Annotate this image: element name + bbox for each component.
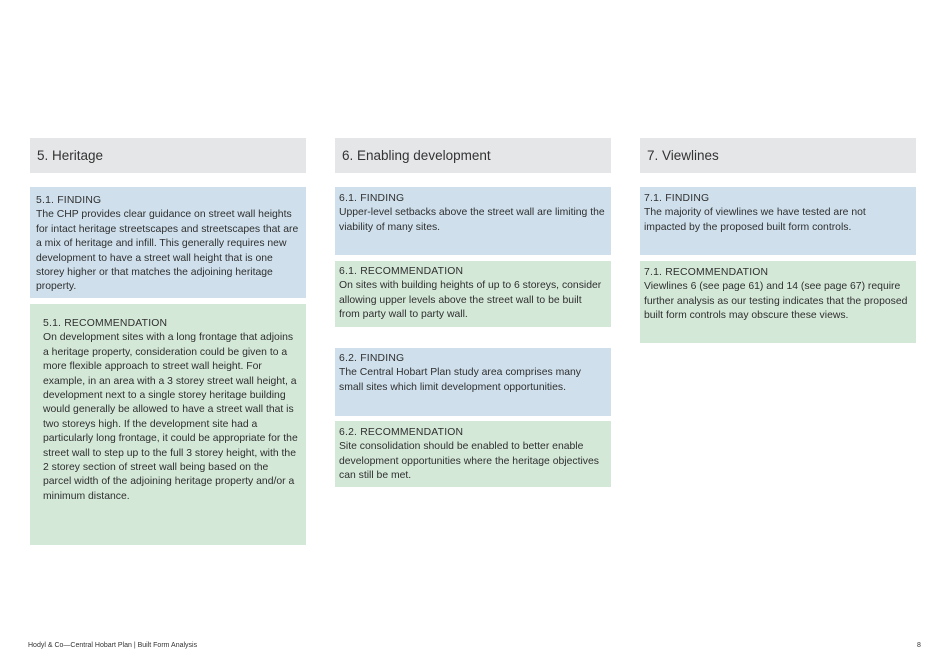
- card-label: 7.1. FINDING: [644, 193, 710, 204]
- section-title: 5. Heritage: [30, 138, 306, 173]
- card-text: On development sites with a long frontage that adjoins a heritage property, consideration could be given to a more flexible approach to street wall height. For example, in an area with a 3 storey street wall height, a development next to a single storey heritage building would generally be allowed to have a street wall that is two storeys high. If the development site had a particularly long frontage, it could be appropriate for the street wall to step up to the full 3 storey height, with the 2 storey section of street wall being based on the parcel width of the adjoining heritage property and/or a minimum distance.: [43, 332, 298, 502]
- footer-title: Hodyl & Co—Central Hobart Plan | Built Form Analysis: [28, 642, 198, 649]
- finding-card: [30, 187, 306, 298]
- card-text: On sites with building heights of up to 6 storeys, consider allowing upper levels above the street wall to be built from party wall to party wall.: [339, 280, 602, 321]
- card-text: The Central Hobart Plan study area comprises many small sites which limit development opportunities.: [339, 367, 581, 393]
- card-label: 6.1. RECOMMENDATION: [339, 266, 464, 277]
- section-title: 7. Viewlines: [640, 138, 916, 173]
- card-label: 5.1. RECOMMENDATION: [43, 318, 168, 329]
- recommendation-card: [335, 421, 611, 487]
- section-heritage: [30, 138, 306, 545]
- card-label: 6.1. FINDING: [339, 193, 405, 204]
- section-enabling-development: [335, 138, 611, 487]
- card-label: 7.1. RECOMMENDATION: [644, 267, 769, 278]
- card-text: Site consolidation should be enabled to better enable development opportunities where the heritage objectives can still be met.: [339, 441, 599, 482]
- card-label: 5.1. FINDING: [36, 195, 102, 206]
- card-label: 6.2. FINDING: [339, 353, 405, 364]
- card-label: 6.2. RECOMMENDATION: [339, 427, 464, 438]
- card-text: Viewlines 6 (see page 61) and 14 (see page 67) require further analysis as our testing indicates that the proposed built form controls may obscure these views.: [644, 281, 908, 322]
- finding-card: [335, 187, 611, 255]
- card-text: The CHP provides clear guidance on street wall heights for intact heritage streetscapes and streetscapes that are a mix of heritage and infill. This generally requires new development to have a street wall height that is one storey higher or that matches the adjoining heritage property.: [36, 209, 299, 293]
- finding-card: [335, 348, 611, 416]
- section-viewlines: [640, 138, 916, 343]
- recommendation-card: [335, 261, 611, 327]
- recommendation-card: [30, 304, 306, 545]
- section-title: 6. Enabling development: [335, 138, 611, 173]
- card-text: The majority of viewlines we have tested are not impacted by the proposed built form controls.: [644, 207, 866, 233]
- recommendation-card: [640, 261, 916, 343]
- finding-card: [640, 187, 916, 255]
- card-text: Upper-level setbacks above the street wall are limiting the viability of many sites.: [339, 207, 605, 233]
- page-number: 8: [917, 642, 921, 649]
